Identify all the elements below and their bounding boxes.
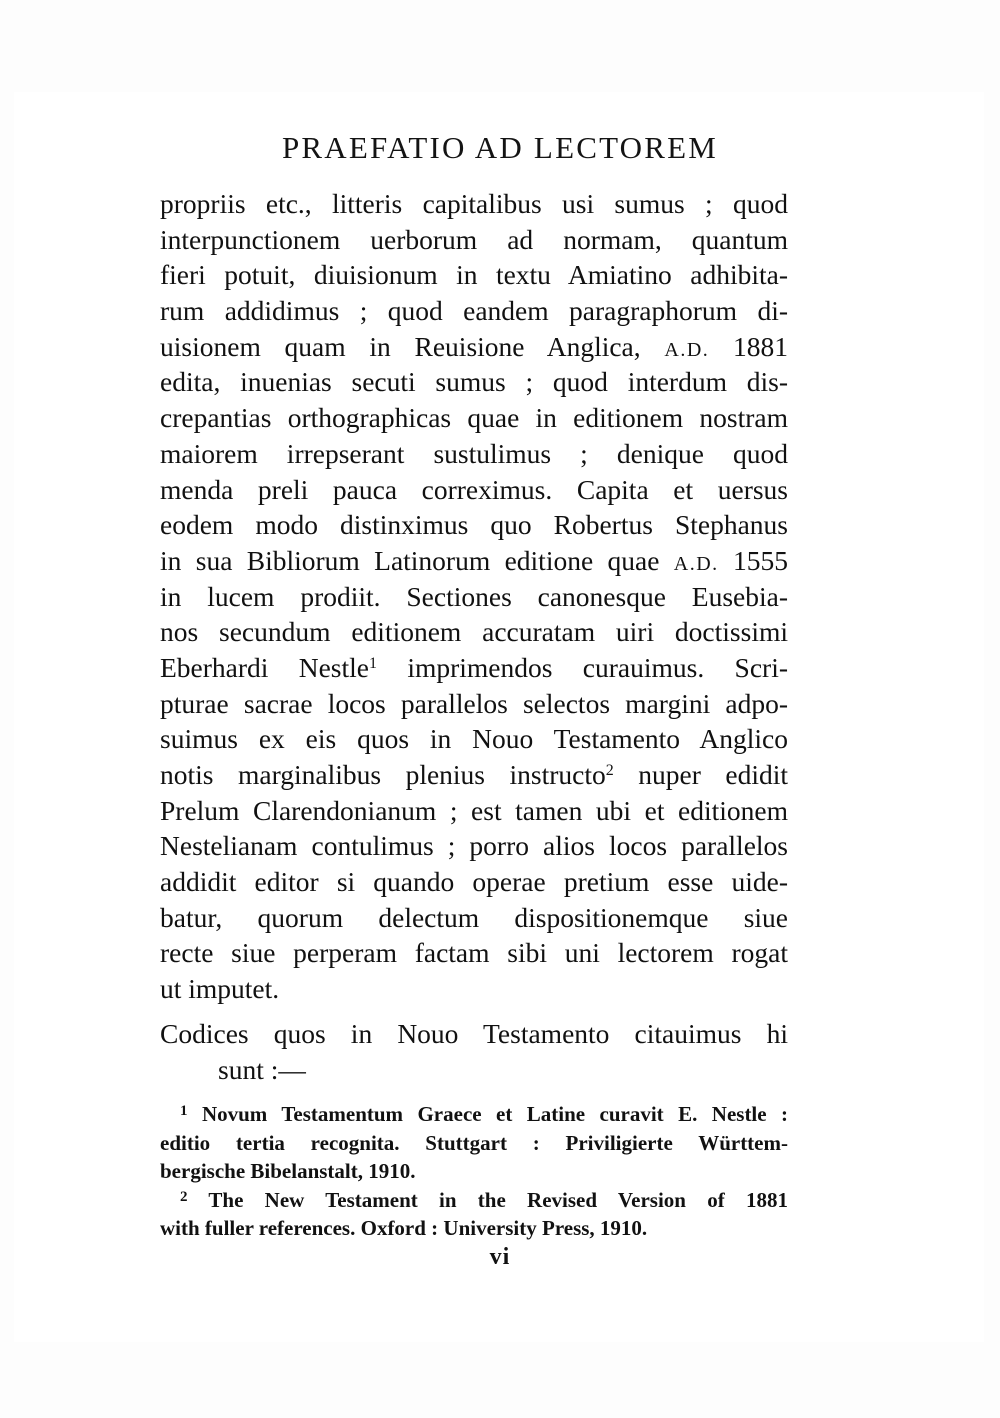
text-line: addidit editor si quando operae pretium esse uide- (160, 866, 788, 898)
codices-paragraph (160, 1016, 788, 1087)
text-segment: The New Testament in the Revised Version of 1881 (208, 1187, 788, 1212)
footnote-1-line (160, 1100, 788, 1129)
text-segment: imprimendos curauimus. Scri- (407, 651, 788, 683)
text-line: fieri potuit, diuisionum in textu Amiatino adhibita- (160, 259, 788, 291)
text-segment: in sua Bibliorum Latinorum editione quae (160, 544, 660, 576)
text-line: recte siue perperam factam sibi uni lectorem rogat (160, 937, 788, 969)
text-segment: nuper edidit (638, 759, 788, 790)
text-line: Nestelianam contulimus ; porro alios locos parallelos (160, 830, 788, 862)
text-line: Prelum Clarendonianum ; est tamen ubi et editionem (160, 794, 788, 826)
text-line: pturae sacrae locos parallelos selectos margini adpo- (160, 687, 788, 719)
year: 1881 (733, 330, 788, 362)
footnote-mark: 1 (180, 1103, 188, 1119)
page-number: vi (489, 1244, 511, 1270)
text-line: ut imputet. (160, 973, 280, 1005)
footnote-1-line: editio tertia recognita. Stuttgart : Priviligierte Württem- (160, 1130, 788, 1155)
text-line: menda preli pauca correximus. Capita et uersus (160, 473, 788, 505)
text-segment: Novum Testamentum Graece et Latine curavit E. Nestle : (201, 1102, 789, 1126)
text-line: nos secundum editionem accuratam uiri doctissimi (160, 616, 788, 648)
footnote-mark: 2 (180, 1188, 188, 1205)
text-line: suimus ex eis quos in Nouo Testamento Anglico (160, 723, 788, 755)
text-line: eodem modo distinximus quo Robertus Stephanus (160, 509, 788, 541)
text-line: maiorem irrepserant sustulimus ; denique quod (160, 437, 788, 469)
footnotes (160, 1100, 788, 1243)
text-line: propriis etc., litteris capitalibus usi sumus ; quod (160, 188, 788, 219)
text-line: edita, inuenias secuti sumus ; quod interdum dis- (160, 366, 788, 398)
anno-domini: A.D. (664, 338, 710, 361)
text-segment: Eberhardi Nestle (160, 651, 369, 683)
text-line: rum addidimus ; quod eandem paragraphorum di- (160, 295, 788, 327)
text-line: sunt :— (218, 1053, 306, 1085)
anno-domini: A.D. (673, 552, 719, 575)
text-segment: uisionem quam in Reuisione Anglica, (160, 330, 641, 362)
text-line (160, 650, 788, 686)
running-head: PRAEFATIO AD LECTOREM (281, 130, 719, 165)
footnote-reference: 2 (605, 762, 614, 779)
footnote-2-line (160, 1186, 788, 1215)
footnote-1-line: bergische Bibelanstalt, 1910. (160, 1159, 416, 1183)
footnote-2-line: with fuller references. Oxford : University Press, 1910. (160, 1216, 648, 1240)
text-line: in lucem prodiit. Sectiones canonesque Eusebia- (160, 580, 788, 612)
text-line: Codices quos in Nouo Testamento citauimus hi (160, 1018, 788, 1049)
main-paragraph (160, 186, 788, 1007)
text-line: crepantias orthographicas quae in editionem nostram (160, 402, 788, 434)
text-line (160, 329, 788, 365)
text-line: interpunctionem uerborum ad normam, quantum (160, 223, 788, 255)
footnote-reference: 1 (369, 654, 377, 672)
text-line (160, 543, 788, 579)
text-line: batur, quorum delectum dispositionemque siue (160, 901, 788, 933)
text-segment: notis marginalibus plenius instructo (160, 759, 606, 790)
text-line (160, 757, 788, 793)
year: 1555 (733, 544, 789, 576)
